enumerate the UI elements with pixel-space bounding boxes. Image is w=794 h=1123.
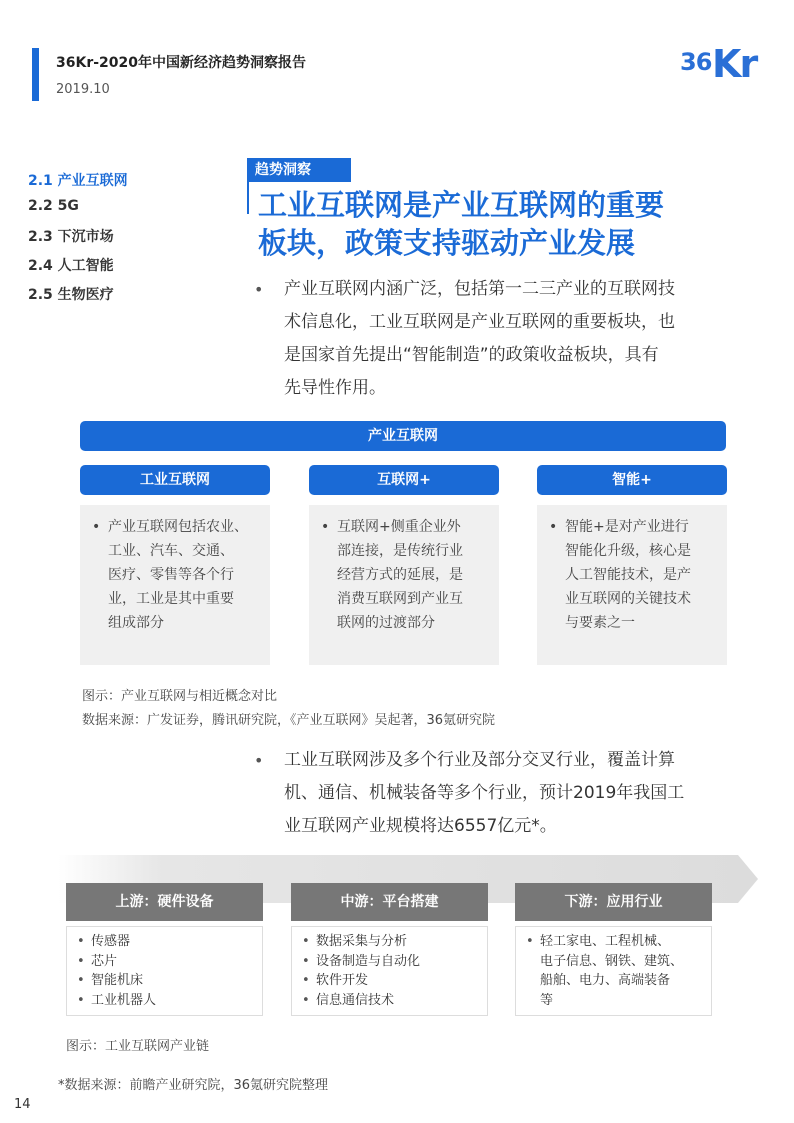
market-size-paragraph [284,744,734,843]
column-line: 产业互联网包括农业、 [108,519,248,535]
tag-divider [247,182,249,214]
chain-list-upstream [66,926,263,1016]
bullet-icon: • [549,519,558,535]
column-header-internet-plus: 互联网+ [309,465,499,495]
page-number: 14 [14,1097,31,1112]
trend-insight-tag: 趋势洞察 [247,158,351,182]
column-line: 与要素之一 [565,615,635,631]
chain-stage-downstream: 下游：应用行业 [515,883,712,921]
chain-list-downstream [515,926,712,1016]
chain-stage-upstream: 上游：硬件设备 [66,883,263,921]
chain-list-midstream [291,926,488,1016]
list-item-text: 轻工家电、工程机械、 [540,934,671,949]
column-line: 互联网+侧重企业外 [337,519,461,535]
column-line: 业，工业是其中重要 [108,591,234,607]
paragraph-line: 机、通信、机械装备等多个行业，预计2019年我国工 [284,783,685,803]
data-source-concepts: 数据来源：广发证券，腾讯研究院，《产业互联网》吴起著，36氪研究院 [82,713,496,728]
column-body-industrial-internet [80,505,270,665]
figure-caption-chain: 图示：工业互联网产业链 [66,1039,210,1054]
list-item [524,932,703,1010]
headline-line-2: 板块，政策支持驱动产业发展 [258,226,636,260]
column-line: 经营方式的延展，是 [337,567,463,583]
column-header-industrial-internet: 工业互联网 [80,465,270,495]
nav-item-lower-tier-market[interactable]: 2.3 下沉市场 [28,229,114,245]
column-line: 工业、汽车、交通、 [108,543,234,559]
column-line: 组成部分 [108,615,164,631]
column-line: 智能化升级，核心是 [565,543,691,559]
column-line: 智能+是对产业进行 [565,519,689,535]
list-item-text: 电子信息、钢铁、建筑、 [540,953,684,969]
logo-36: 36 [680,48,712,76]
header-accent-bar [32,48,39,101]
column-line: 人工智能技术，是产 [565,567,691,583]
list-item: • 设备制造与自动化 [300,952,479,972]
nav-item-biomedical[interactable]: 2.5 生物医疗 [28,287,114,303]
list-item: • 工业机器人 [75,991,254,1011]
column-body-intelligence-plus [537,505,727,665]
nav-item-industrial-internet[interactable]: 2.1 产业互联网 [28,173,128,189]
paragraph-line: 产业互联网内涵广泛，包括第一二三产业的互联网技 [284,279,675,299]
bullet-icon: • [254,751,264,770]
column-line: 消费互联网到产业互 [337,591,463,607]
list-item: • 数据采集与分析 [300,932,479,952]
logo-kr: Kr [712,42,757,86]
bullet-icon: • [92,519,101,535]
paragraph-line: 业互联网产业规模将达6557亿元*。 [284,816,557,836]
list-item: • 智能机床 [75,971,254,991]
list-item: • 传感器 [75,932,254,952]
list-item: • 芯片 [75,952,254,972]
nav-item-5g[interactable]: 2.2 5G [28,198,79,214]
bullet-icon: • [254,280,264,299]
paragraph-line: 是国家首先提出“智能制造”的政策收益板块，具有 [284,345,659,365]
nav-item-ai[interactable]: 2.4 人工智能 [28,258,114,274]
report-date: 2019.10 [56,82,110,97]
list-item-text: 等 [540,992,554,1008]
list-item-text: 船舶、电力、高端装备 [540,973,671,988]
column-line: 部连接，是传统行业 [337,543,463,559]
intro-paragraph [284,273,734,405]
column-line: 业互联网的关键技术 [565,591,691,607]
paragraph-line: 工业互联网涉及多个行业及部分交叉行业，覆盖计算 [284,750,675,770]
chain-stage-midstream: 中游：平台搭建 [291,883,488,921]
figure-caption-concepts: 图示：产业互联网与相近概念对比 [82,689,278,704]
section-headline [258,186,728,262]
list-item: • 软件开发 [300,971,479,991]
column-line: 医疗、零售等各个行 [108,567,234,583]
headline-line-1: 工业互联网是产业互联网的重要 [258,188,665,222]
column-line: 联网的过渡部分 [337,615,435,631]
report-title: 36Kr-2020年中国新经济趋势洞察报告 [56,55,307,71]
bullet-icon: • [321,519,330,535]
industry-internet-bar: 产业互联网 [80,421,726,451]
column-body-internet-plus [309,505,499,665]
list-item: • 信息通信技术 [300,991,479,1011]
paragraph-line: 先导性作用。 [284,378,386,398]
column-header-intelligence-plus: 智能+ [537,465,727,495]
paragraph-line: 术信息化，工业互联网是产业互联网的重要板块，也 [284,312,675,332]
brand-logo [680,42,764,92]
data-source-chain: *数据来源：前瞻产业研究院，36氪研究院整理 [58,1078,329,1093]
